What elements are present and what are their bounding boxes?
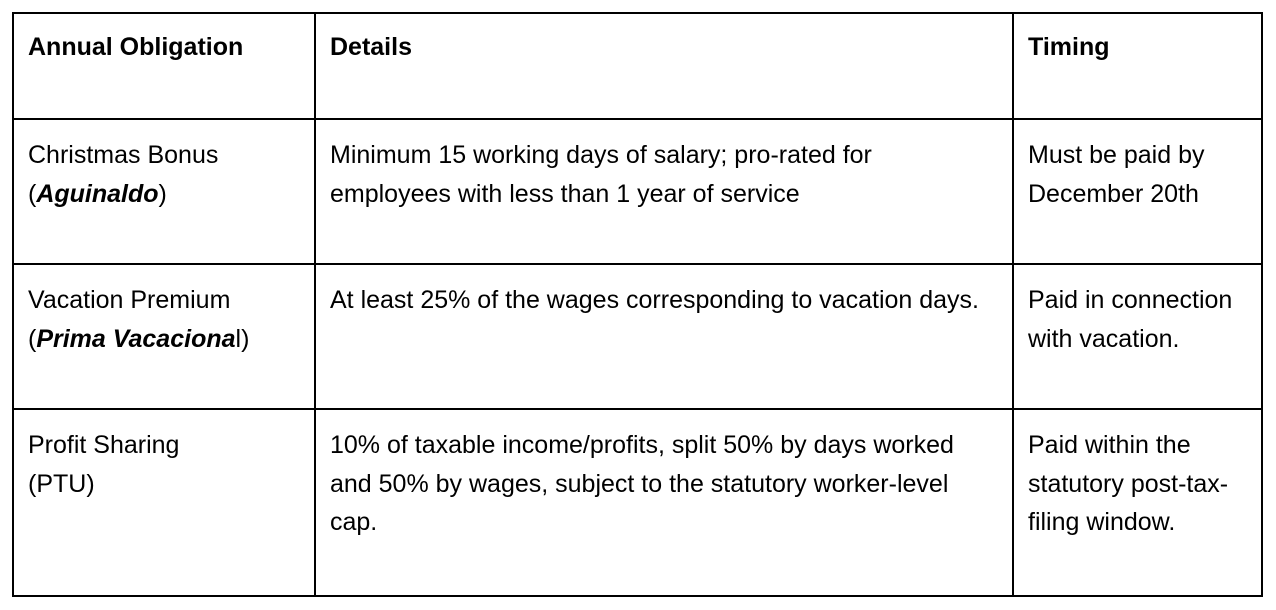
header-timing: Timing (1013, 13, 1262, 119)
timing-cell: Must be paid by December 20th (1013, 119, 1262, 264)
details-cell: Minimum 15 working days of salary; pro-rated for employees with less than 1 year of service (315, 119, 1013, 264)
table-header-row (13, 13, 1262, 119)
timing-cell: Paid in connection with vacation. (1013, 264, 1262, 409)
table-row (13, 409, 1262, 596)
obligation-local-name-italic: Aguinaldo (36, 179, 159, 208)
header-details: Details (315, 13, 1013, 119)
timing-cell: Paid within the statutory post-tax-filing window. (1013, 409, 1262, 596)
obligation-local-name-italic: Prima Vacaciona (36, 324, 236, 353)
obligation-local-name: (Aguinaldo) (28, 179, 167, 208)
details-cell: At least 25% of the wages corresponding to vacation days. (315, 264, 1013, 409)
obligation-name: Profit Sharing (28, 431, 180, 459)
header-annual-obligation: Annual Obligation (13, 13, 315, 119)
details-cell: 10% of taxable income/profits, split 50% by days worked and 50% by wages, subject to the statutory worker-level cap. (315, 409, 1013, 596)
obligation-local-name: (PTU) (28, 469, 95, 498)
annual-obligations-table (12, 12, 1263, 597)
obligation-cell (13, 119, 315, 264)
obligation-name: Christmas Bonus (28, 141, 219, 169)
table-row (13, 264, 1262, 409)
table-row (13, 119, 1262, 264)
obligation-cell (13, 264, 315, 409)
obligation-name: Vacation Premium (28, 286, 231, 314)
obligation-local-name: (Prima Vacacional) (28, 324, 250, 353)
obligation-cell (13, 409, 315, 596)
